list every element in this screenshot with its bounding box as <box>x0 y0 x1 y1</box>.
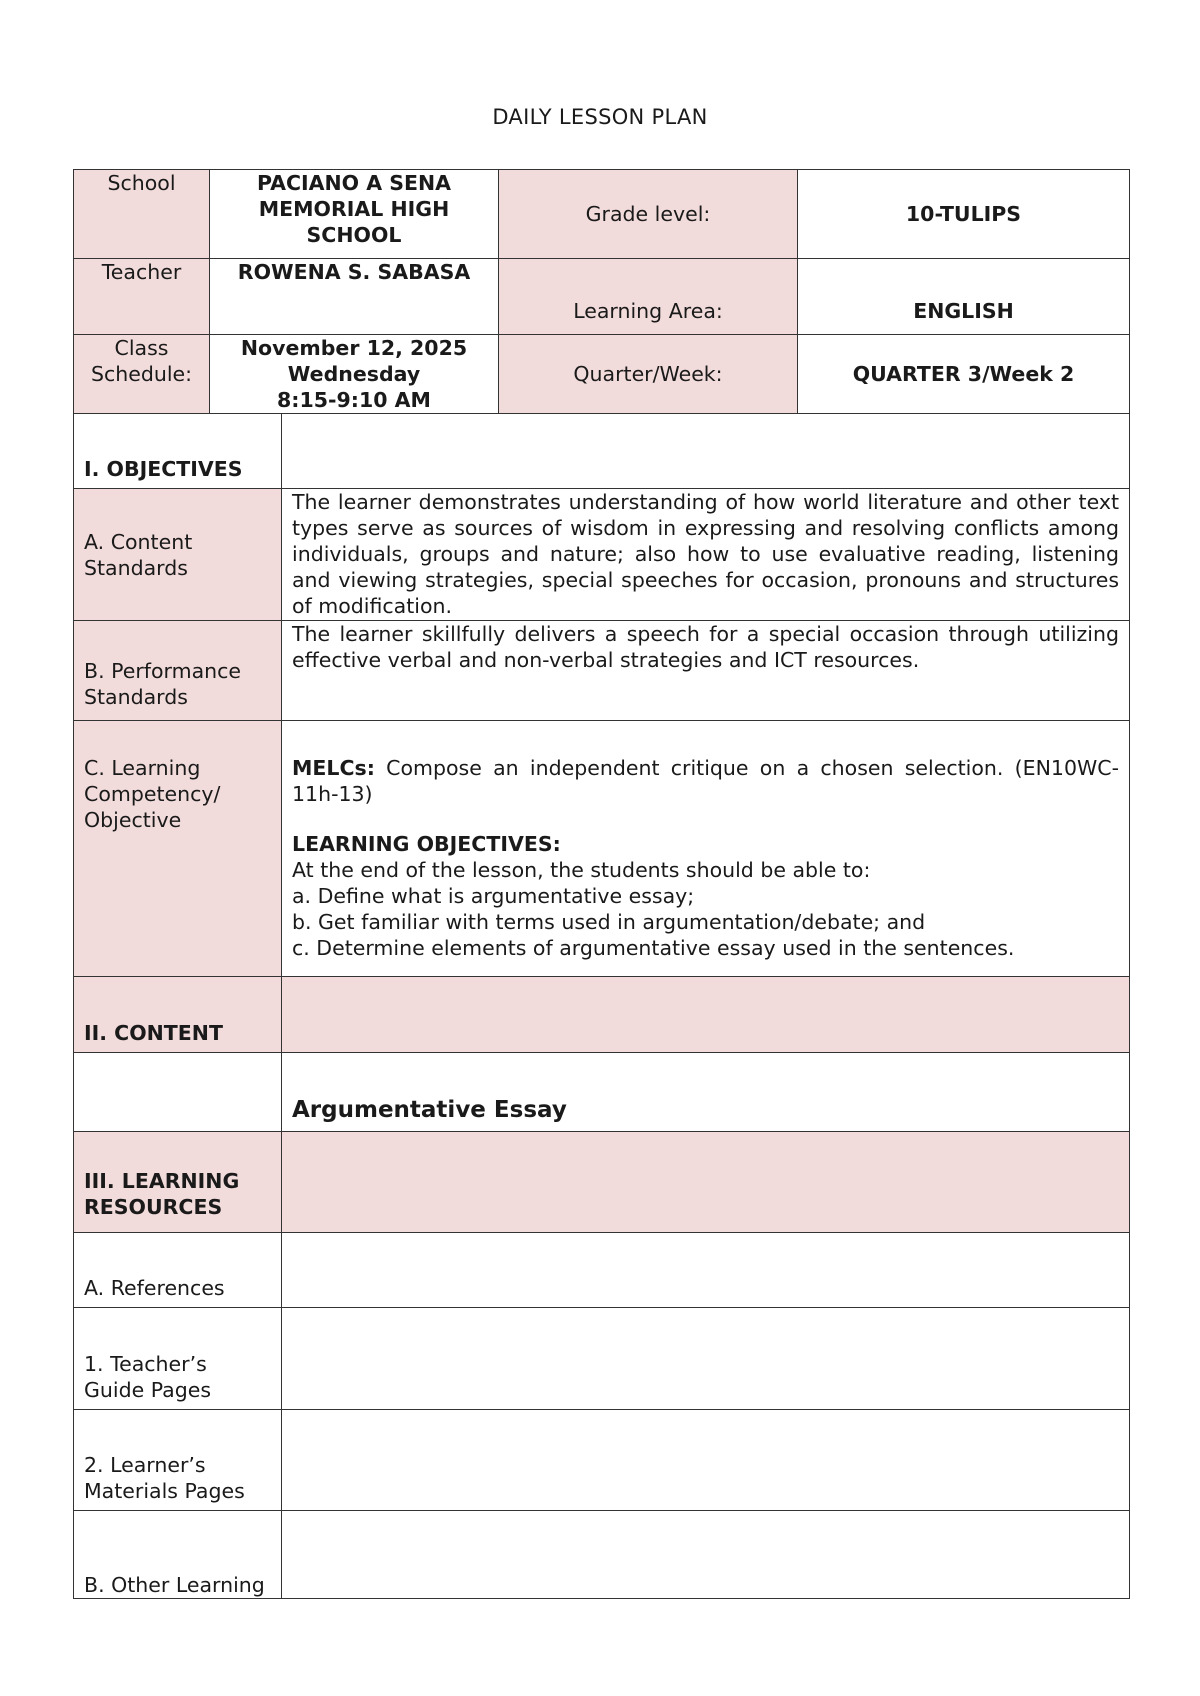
teachers-guide-value <box>282 1308 1130 1410</box>
content-topic: Argumentative Essay <box>282 1053 1130 1132</box>
learning-resources-empty-cell <box>282 1132 1130 1233</box>
content-standards-text: The learner demonstrates understanding of how world literature and other text types serve as sources of wisdom in expressing and resolving conflicts among individuals, groups and nature; also how to use evaluative reading, listening and viewing strategies, special speeches for occasion, pronouns and structures of modification. <box>282 489 1130 621</box>
schedule-time: 8:15-9:10 AM <box>277 388 431 412</box>
learning-objective-c: c. Determine elements of argumentative essay used in the sentences. <box>292 936 1015 960</box>
quarter-value: QUARTER 3/Week 2 <box>798 335 1130 414</box>
references-value <box>282 1233 1130 1308</box>
school-label: School <box>74 170 210 259</box>
performance-standards-label: B. Performance Standards <box>74 621 282 721</box>
learning-objectives-heading: LEARNING OBJECTIVES: <box>292 832 561 856</box>
objectives-empty-cell <box>282 414 1130 489</box>
school-value: PACIANO A SENA MEMORIAL HIGH SCHOOL <box>210 170 499 259</box>
grade-label: Grade level: <box>499 170 798 259</box>
objectives-heading: I. OBJECTIVES <box>74 414 282 489</box>
performance-standards-text: The learner skillfully delivers a speech for a special occasion through utilizing effective verbal and non-verbal strategies and ICT resources. <box>282 621 1130 721</box>
grade-value: 10-TULIPS <box>798 170 1130 259</box>
learning-resources-heading: III. LEARNING RESOURCES <box>74 1132 282 1233</box>
other-learning-label: B. Other Learning <box>74 1511 282 1599</box>
content-heading: II. CONTENT <box>74 977 282 1053</box>
learning-objectives-intro: At the end of the lesson, the students should be able to: <box>292 858 871 882</box>
content-standards-label: A. Content Standards <box>74 489 282 621</box>
other-learning-value <box>282 1511 1130 1599</box>
melcs-label: MELCs: <box>292 756 375 780</box>
learners-materials-label: 2. Learner’s Materials Pages <box>74 1410 282 1511</box>
learning-objective-b: b. Get familiar with terms used in argumentation/debate; and <box>292 910 926 934</box>
learners-materials-value <box>282 1410 1130 1511</box>
melcs-text: Compose an independent critique on a chosen selection. (EN10WC-11h-13) <box>292 756 1119 806</box>
learning-competency-label: C. Learning Competency/ Objective <box>74 721 282 977</box>
area-label: Learning Area: <box>499 259 798 335</box>
references-label: A. References <box>74 1233 282 1308</box>
area-value: ENGLISH <box>798 259 1130 335</box>
lesson-plan-table <box>73 413 1130 1599</box>
content-heading-empty-cell <box>282 977 1130 1053</box>
schedule-label: Class Schedule: <box>74 335 210 414</box>
learning-objective-a: a. Define what is argumentative essay; <box>292 884 695 908</box>
teacher-value: ROWENA S. SABASA <box>210 259 499 335</box>
header-table <box>73 169 1130 414</box>
learning-competency-text <box>282 721 1130 977</box>
schedule-value <box>210 335 499 414</box>
quarter-label: Quarter/Week: <box>499 335 798 414</box>
schedule-date: November 12, 2025 <box>240 336 468 360</box>
content-topic-empty-cell <box>74 1053 282 1132</box>
schedule-day: Wednesday <box>287 362 421 386</box>
teacher-label: Teacher <box>74 259 210 335</box>
page-title: DAILY LESSON PLAN <box>492 105 708 129</box>
teachers-guide-label: 1. Teacher’s Guide Pages <box>74 1308 282 1410</box>
